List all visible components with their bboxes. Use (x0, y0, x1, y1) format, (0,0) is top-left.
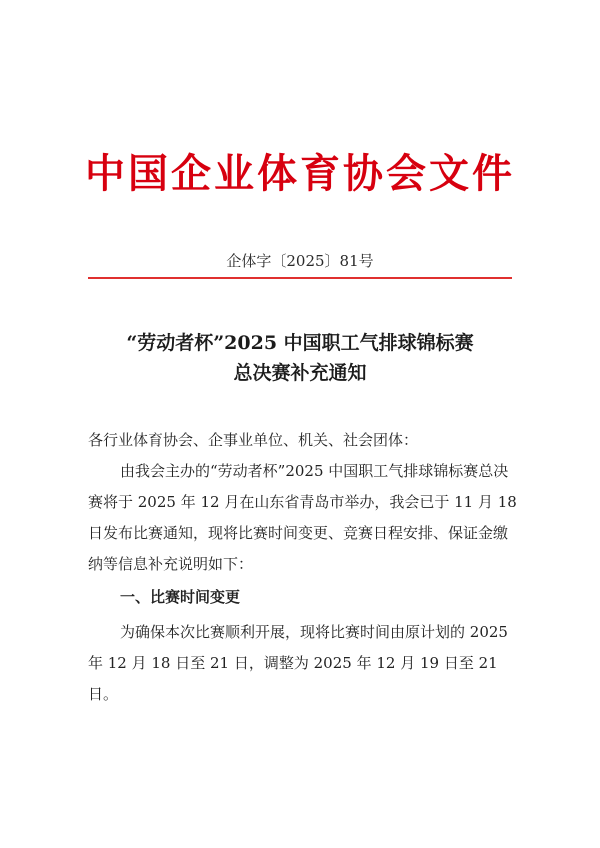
issuer-header-title: 中国企业体育协会文件 (85, 150, 515, 197)
red-divider-line (88, 277, 512, 279)
intro-paragraph: 由我会主办的“劳动者杯”2025 中国职工气排球锦标赛总决赛将于 2025 年 12 月在山东省青岛市举办，我会已于 11 月 18 日发布比赛通知，现将比赛时间变更、竞赛日程安排、保证金缴纳等信息补充说明如下： (88, 462, 517, 573)
notice-title-line-1: “劳动者杯”2025 中国职工气排球锦标赛 (126, 332, 474, 354)
section-1-heading: 一、比赛时间变更 (120, 588, 241, 606)
notice-title (0, 328, 600, 388)
notice-title-line-2: 总决赛补充通知 (233, 362, 367, 384)
salutation: 各行业体育协会、企事业单位、机关、社会团体： (88, 431, 419, 449)
section-1-paragraph: 为确保本次比赛顺利开展，现将比赛时间由原计划的 2025 年 12 月 18 日至 21 日，调整为 2025 年 12 月 19 日至 21 日。 (88, 623, 508, 703)
notice-body (88, 425, 518, 710)
document-number: 企体字〔2025〕81号 (226, 252, 374, 270)
